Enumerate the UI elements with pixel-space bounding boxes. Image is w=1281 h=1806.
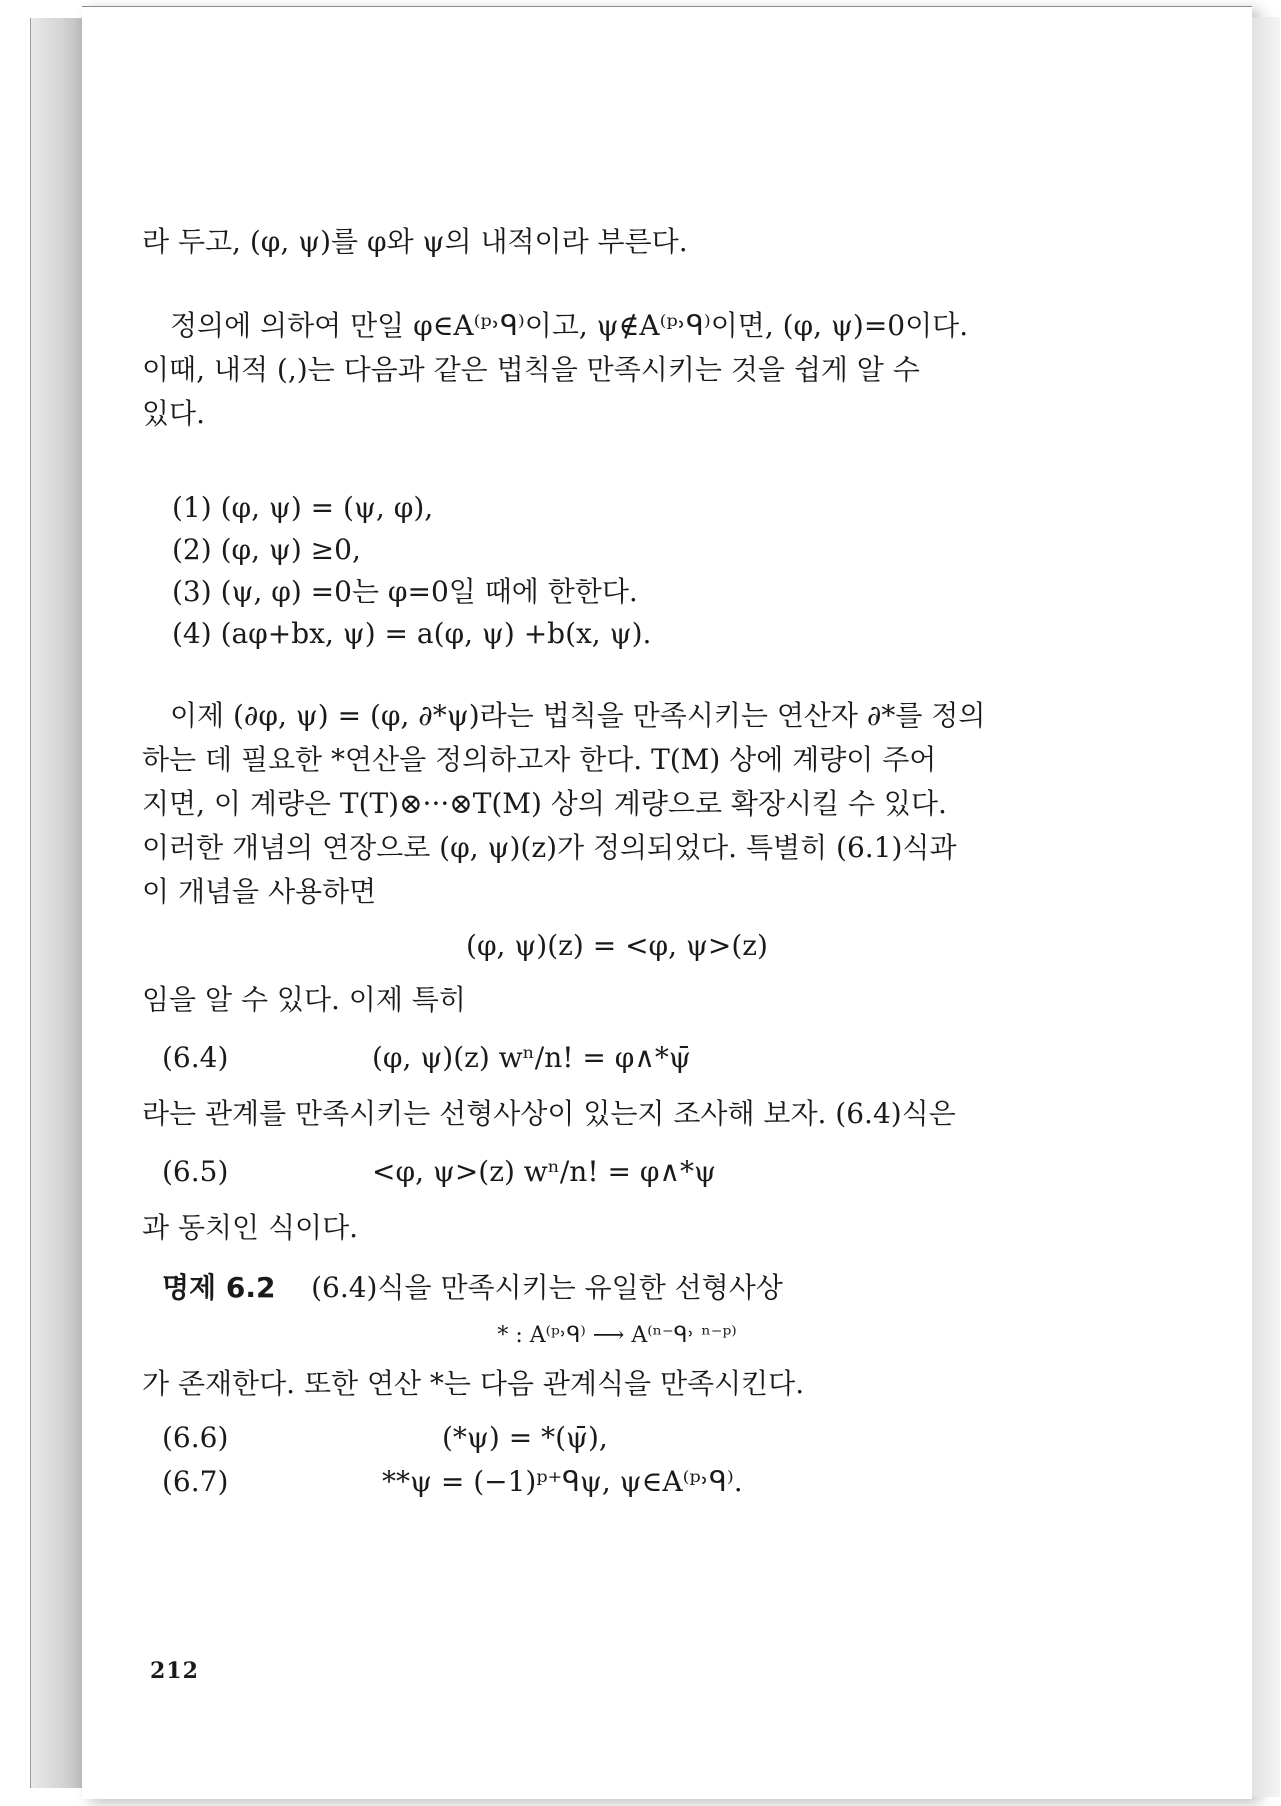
equation-body: (*ψ) = *(ψ̄), [442,1421,608,1454]
text-line: 임을 알 수 있다. 이제 특히 [142,983,466,1016]
text-line: 이러한 개념의 연장으로 (φ, ψ)(z)가 정의되었다. 특별히 (6.1)식과 [142,831,957,864]
equation-body: **ψ = (−1)ᵖ⁺ᑫψ, ψ∈A⁽ᵖ˒ᑫ⁾. [382,1465,743,1498]
equation-number: (6.5) [162,1155,229,1188]
page-number: 212 [150,1658,199,1684]
proposition [142,1266,1092,1310]
proposition-map: * : A⁽ᵖ˒ᑫ⁾ ⟶ A⁽ⁿ⁻ᑫ˒ ⁿ⁻ᵖ⁾ [497,1323,737,1348]
equation-number: (6.7) [162,1465,229,1498]
text-line: 과 동치인 식이다. [142,1211,359,1244]
text-line: 가 존재한다. 또한 연산 *는 다음 관계식을 만족시킨다. [142,1367,805,1400]
rule-3: (3) (ψ, φ) =0는 φ=0일 때에 한한다. [172,575,638,608]
proposition-title: 명제 6.2 [162,1271,276,1304]
equation-number: (6.4) [162,1041,229,1074]
rule-1: (1) (φ, ψ) = (ψ, φ), [172,491,434,524]
rule-4: (4) (aφ+bx, ψ) = a(φ, ψ) +b(x, ψ). [172,617,652,650]
equation-number: (6.6) [162,1421,229,1454]
equation-6-5 [142,1136,1092,1206]
text-line: 라 두고, (φ, ψ)를 φ와 ψ의 내적이라 부른다. [142,225,688,258]
text-line: 이제 (∂φ, ψ) = (φ, ∂*ψ)라는 법칙을 만족시키는 연산자 ∂*를 정의 [170,699,986,732]
page-text [142,220,1092,1504]
equation-6-4 [142,1022,1092,1092]
equation-6-7 [142,1460,1092,1504]
proposition-text: (6.4)식을 만족시키는 유일한 선형사상 [311,1271,783,1304]
text-line: 있다. [142,397,205,430]
page-edge-shade [1252,17,1280,1797]
text-line: 라는 관계를 만족시키는 선형사상이 있는지 조사해 보자. (6.4)식은 [142,1097,956,1130]
text-line: 이때, 내적 (,)는 다음과 같은 법칙을 만족시키는 것을 쉽게 알 수 [142,353,920,386]
equation-display: (φ, ψ)(z) = <φ, ψ>(z) [466,929,768,962]
text-line: 하는 데 필요한 *연산을 정의하고자 한다. T(M) 상에 계량이 주어 [142,743,937,776]
equation-body: <φ, ψ>(z) wⁿ/n! = φ∧*ψ [372,1155,716,1188]
equation-6-6 [142,1416,1092,1460]
equation-body: (φ, ψ)(z) wⁿ/n! = φ∧*ψ̄ [372,1041,691,1074]
text-line: 지면, 이 계량은 T(T)⊗···⊗T(M) 상의 계량으로 확장시킬 수 있다. [142,787,947,820]
rule-2: (2) (φ, ψ) ≥0, [172,533,361,566]
text-line: 이 개념을 사용하면 [142,875,377,908]
text-line: 정의에 의하여 만일 φ∈A⁽ᵖ˒ᑫ⁾이고, ψ∉A⁽ᵖ˒ᑫ⁾이면, (φ, ψ)=0이다. [170,309,969,342]
book-spine-edge [30,18,83,1788]
